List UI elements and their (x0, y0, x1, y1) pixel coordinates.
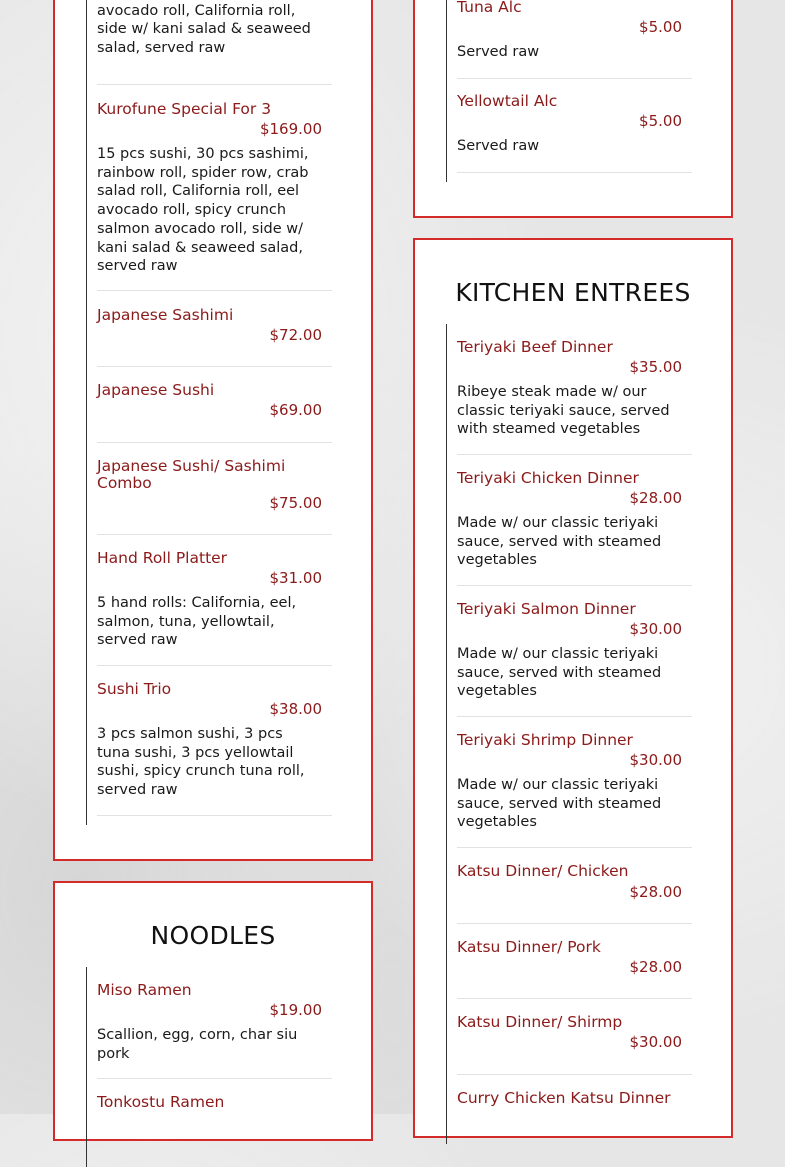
item-name: Curry Chicken Katsu Dinner (457, 1089, 671, 1107)
item-description: 15 pcs sushi, 30 pcs sashimi, rainbow roll, spider row, crab salad roll, California roll, eel avocado roll, spicy crunch salmon avocado roll, side w/ kani salad & seaweed salad, served raw (97, 146, 309, 275)
noodles-list (86, 967, 333, 1167)
item-price: $28.00 (629, 489, 682, 507)
item-name: Kurofune Special For 3 (97, 100, 272, 118)
item-name: Katsu Dinner/ Shirmp (457, 1013, 623, 1031)
item-price: $35.00 (629, 358, 682, 376)
item-name: Japanese Sashimi (97, 306, 234, 324)
menu-item[interactable] (457, 0, 692, 79)
item-description: Made w/ our classic teriyaki sauce, served with steamed vegetables (457, 777, 662, 831)
item-price: $30.00 (629, 751, 682, 769)
menu-item[interactable] (457, 924, 692, 999)
menu-item[interactable] (97, 535, 332, 666)
kitchen-entrees-list (446, 324, 693, 1144)
item-price: $28.00 (629, 958, 682, 976)
item-price: $5.00 (639, 112, 682, 130)
item-name: Tonkostu Ramen (97, 1093, 225, 1111)
item-name: Katsu Dinner/ Chicken (457, 862, 629, 880)
item-description: Served raw (457, 44, 540, 60)
item-description: 3 pcs salmon sushi, 3 pcs tuna sushi, 3 pcs yellowtail sushi, spicy crunch tuna roll, served raw (97, 726, 305, 799)
item-name: Teriyaki Beef Dinner (457, 338, 613, 356)
item-description: Ribeye steak made w/ our classic teriyaki sauce, served with steamed vegetables (457, 384, 670, 438)
item-price: $19.00 (269, 1001, 322, 1019)
item-name: Teriyaki Salmon Dinner (457, 600, 636, 618)
item-price: $38.00 (269, 700, 322, 718)
menu-item[interactable] (457, 79, 692, 173)
item-price: $30.00 (629, 620, 682, 638)
item-name: Teriyaki Shrimp Dinner (457, 731, 633, 749)
alc-card (413, 0, 733, 218)
menu-item[interactable] (97, 666, 332, 816)
item-description: avocado roll, California roll, side w/ kani salad & seaweed salad, served raw (97, 2, 311, 57)
menu-item[interactable] (97, 443, 332, 535)
menu-item[interactable] (457, 586, 692, 717)
item-price: $75.00 (269, 494, 322, 512)
item-name: Teriyaki Chicken Dinner (457, 469, 639, 487)
menu-item[interactable] (457, 999, 692, 1075)
sushi-platters-list (86, 0, 333, 825)
kitchen-entrees-card (413, 238, 733, 1138)
alc-list (446, 0, 693, 182)
item-price: $69.00 (269, 401, 322, 419)
item-description: Made w/ our classic teriyaki sauce, served with steamed vegetables (457, 646, 662, 700)
item-description: 5 hand rolls: California, eel, salmon, tuna, yellowtail, served raw (97, 595, 297, 649)
menu-item[interactable] (457, 848, 692, 924)
item-price: $28.00 (629, 883, 682, 901)
menu-item[interactable] (97, 85, 332, 291)
item-price: $72.00 (269, 326, 322, 344)
item-description: Served raw (457, 138, 540, 154)
menu-item[interactable] (97, 367, 332, 443)
item-name: Yellowtail Alc (457, 92, 558, 110)
section-title: KITCHEN ENTREES (455, 278, 691, 307)
item-name: Japanese Sushi/ Sashimi Combo (97, 457, 286, 492)
item-price: $30.00 (629, 1033, 682, 1051)
item-description: Made w/ our classic teriyaki sauce, served with steamed vegetables (457, 515, 662, 569)
item-name: Hand Roll Platter (97, 549, 228, 567)
menu-item[interactable] (97, 1079, 332, 1159)
item-name: Katsu Dinner/ Pork (457, 938, 601, 956)
item-name: Tuna Alc (457, 0, 522, 16)
item-price: $31.00 (269, 569, 322, 587)
item-description: Scallion, egg, corn, char siu pork (97, 1027, 298, 1062)
item-price: $169.00 (259, 120, 322, 138)
item-name: Sushi Trio (97, 680, 172, 698)
menu-item[interactable] (457, 455, 692, 586)
menu-item[interactable] (97, 0, 332, 85)
item-price: $5.00 (639, 18, 682, 36)
menu-item[interactable] (457, 1075, 692, 1135)
sushi-platters-card (53, 0, 373, 861)
section-title: NOODLES (150, 921, 276, 950)
item-name: Miso Ramen (97, 981, 192, 999)
item-name: Japanese Sushi (97, 381, 215, 399)
menu-item[interactable] (457, 324, 692, 455)
menu-item[interactable] (97, 967, 332, 1079)
noodles-card (53, 881, 373, 1141)
menu-item[interactable] (97, 291, 332, 367)
menu-item[interactable] (457, 717, 692, 848)
